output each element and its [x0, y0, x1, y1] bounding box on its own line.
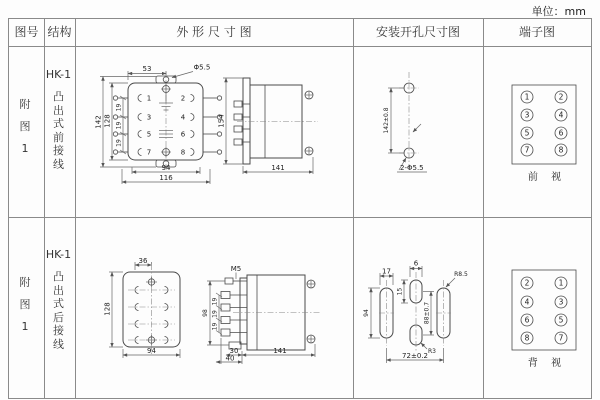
dim-17: 17	[382, 267, 391, 276]
terminal-no: 5	[558, 315, 564, 325]
dim-36: 36	[138, 257, 148, 265]
terminal-no: 7	[558, 333, 564, 343]
row2-outline-drawing	[95, 252, 345, 394]
dim-116: 116	[159, 174, 173, 182]
row2-mounting-drawing	[355, 252, 479, 397]
row2-fig-no: 附图1	[19, 276, 31, 333]
dim-142: 142	[94, 115, 103, 129]
header-terminal: 端子图	[518, 25, 555, 39]
row2-model: HK-1	[45, 248, 72, 261]
view-label-front: 前 视	[527, 172, 567, 183]
terminal-no: 5	[524, 128, 530, 138]
terminal-no: 8	[558, 145, 564, 155]
terminal-pins	[113, 95, 221, 157]
terminal-no: 2	[524, 278, 530, 288]
dim-141: 141	[273, 347, 287, 355]
dim-2-holes: 2-Φ5.5	[400, 164, 424, 172]
row1-structure: 凸出式前接线	[53, 90, 64, 171]
dim-6: 6	[413, 259, 419, 268]
terminal-number: 8	[180, 148, 186, 157]
dim-19: 19	[115, 103, 123, 112]
terminal-no: 1	[524, 92, 530, 102]
header-mounting: 安装开孔尺寸图	[375, 25, 460, 39]
terminal-no: 1	[558, 278, 564, 288]
dim-19: 19	[211, 297, 219, 306]
dim-M5: M5	[230, 265, 242, 273]
dim-94: 94	[147, 347, 156, 355]
terminal-number: 2	[180, 94, 186, 103]
dim-19: 19	[115, 139, 123, 147]
terminal-number: 5	[146, 130, 152, 139]
dim-53: 53	[142, 65, 152, 73]
dim-R3: R3	[428, 348, 436, 355]
dim-98: 98	[202, 309, 209, 317]
terminal-outline	[512, 270, 576, 350]
view-label-rear: 背 视	[527, 358, 567, 369]
dim-88-tol: 88±0.7	[423, 301, 431, 325]
dim-142-tol: 142±0.8	[383, 107, 390, 134]
row1-model: HK-1	[45, 68, 72, 81]
terminal-no: 4	[524, 297, 530, 307]
dim-128: 128	[103, 302, 112, 316]
dim-19: 19	[115, 121, 123, 130]
row1-fig-no: 附图1	[19, 98, 31, 155]
dim-19: 19	[211, 310, 219, 318]
terminal-number: 6	[180, 130, 186, 139]
terminal-no: 6	[524, 315, 530, 325]
dim-141: 141	[271, 164, 285, 172]
dim-19: 19	[211, 322, 219, 331]
row-divider	[9, 217, 591, 218]
terminal-no: 6	[558, 128, 564, 138]
header-structure: 结构	[47, 25, 72, 39]
dim-94: 94	[363, 309, 370, 317]
dim-94: 94	[161, 164, 171, 172]
dim-R8.5: R8.5	[454, 271, 468, 278]
header-fig-no: 图号	[14, 25, 39, 39]
terminal-no: 2	[558, 92, 564, 102]
dim-72-tol: 72±0.2	[402, 352, 428, 360]
row1-mounting-drawing	[355, 50, 479, 210]
terminal-no: 3	[558, 297, 564, 307]
dim-154: 154	[217, 114, 226, 128]
column-divider	[483, 19, 484, 398]
terminal-number: 3	[146, 113, 152, 122]
terminal-number: 7	[146, 148, 152, 157]
terminal-no: 7	[524, 145, 530, 155]
row2-structure: 凸出式后接线	[53, 270, 64, 351]
terminal-number: 4	[180, 113, 186, 122]
row1-outline-drawing	[92, 50, 342, 214]
dim-15: 15	[396, 287, 404, 296]
row2-terminal-diagram	[506, 266, 586, 370]
column-divider	[353, 19, 354, 398]
header-divider	[9, 46, 591, 47]
dim-hole-dia: Φ5.5	[193, 63, 211, 72]
header-outline: 外 形 尺 寸 图	[176, 25, 252, 39]
terminal-number: 1	[146, 94, 152, 103]
column-divider	[75, 19, 76, 398]
dim-30: 30	[229, 347, 239, 355]
terminal-no: 4	[558, 110, 564, 120]
row1-terminal-diagram	[506, 82, 586, 186]
relay-side-view	[218, 78, 319, 174]
terminal-no: 3	[524, 110, 530, 120]
dim-128: 128	[103, 114, 112, 128]
relay-rear-side-view	[202, 265, 321, 364]
unit-label: 单位：mm	[531, 5, 586, 18]
dim-40: 40	[225, 354, 235, 363]
terminal-no: 8	[524, 333, 530, 343]
